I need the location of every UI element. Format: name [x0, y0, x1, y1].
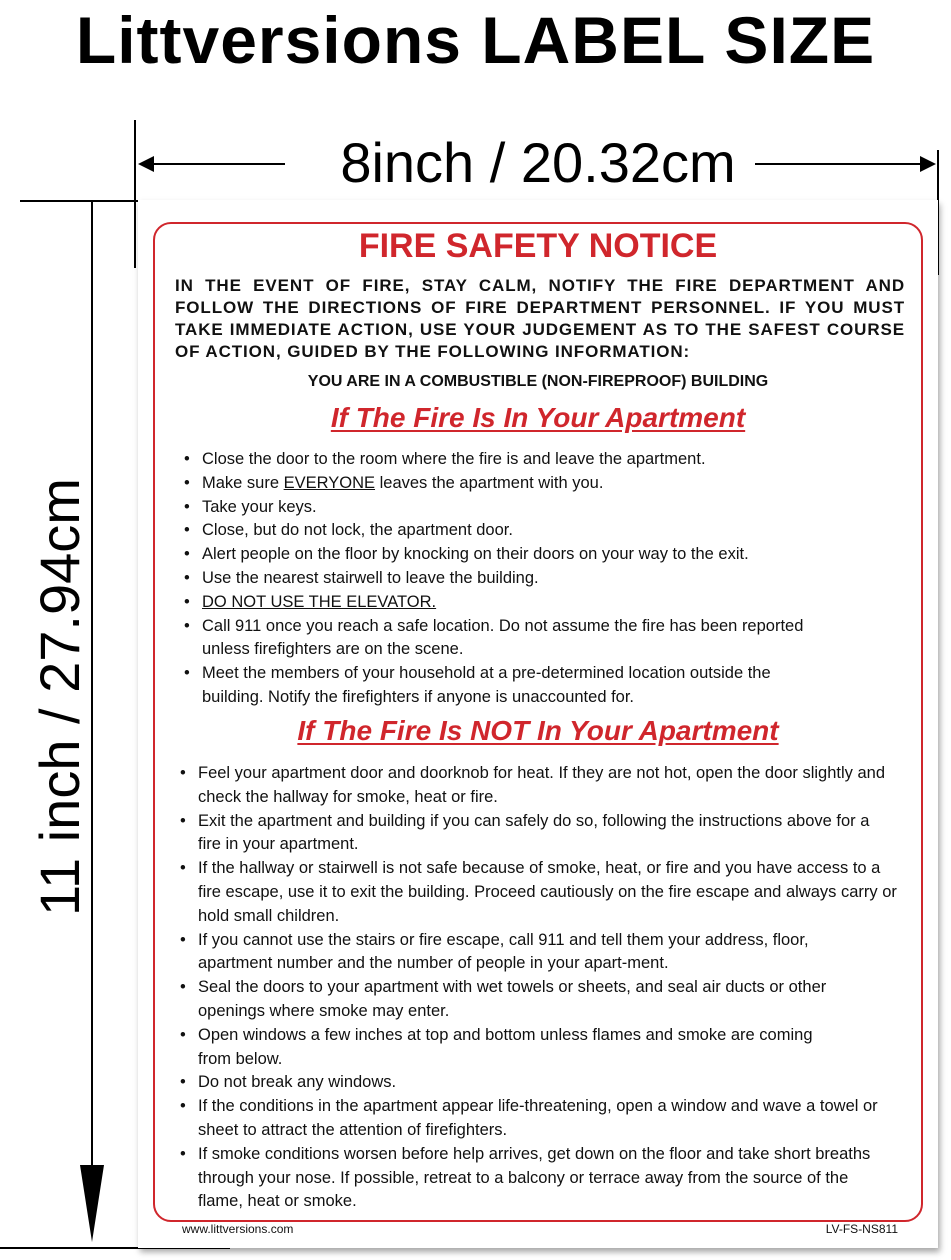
- list-item: • Feel your apartment door and doorknob for heat. If they are not hot, open the door slightly and check the hallway for smoke, heat or fire.: [178, 762, 902, 810]
- width-label: 8inch / 20.32cm: [324, 131, 751, 194]
- list-item: • Exit the apartment and building if you can safely do so, following the instructions above for a fire in your apartment.: [178, 810, 874, 858]
- section-heading-in-apartment: If The Fire Is In Your Apartment: [330, 402, 746, 433]
- building-type-text: YOU ARE IN A COMBUSTIBLE (NON-FIREPROOF) BUILDING: [307, 373, 769, 390]
- fire-safety-sign: [138, 200, 938, 1248]
- footer-website: www.littversions.com: [182, 1222, 294, 1236]
- list-item: [182, 591, 902, 615]
- list-not-in-apartment: [178, 762, 902, 1214]
- height-label: 11 inch / 27.94cm: [28, 478, 91, 916]
- list-item: • Meet the members of your household at a pre-determined location outside the building. Notify the firefighters if anyone is unaccounted for.: [182, 662, 832, 710]
- list-item: • Alert people on the floor by knocking on their doors on your way to the exit.: [182, 543, 902, 567]
- footer-product-code: LV-FS-NS811: [825, 1222, 898, 1236]
- section-heading-not-in-apartment: If The Fire Is NOT In Your Apartment: [297, 715, 779, 746]
- list-item: • Call 911 once you reach a safe location. Do not assume the fire has been reported unless firefighters are on the scene.: [182, 615, 812, 663]
- list-in-apartment: [182, 448, 902, 710]
- page-title: Littversions LABEL SIZE: [75, 3, 876, 77]
- list-item: • Make sure EVERYONE leaves the apartment with you.: [182, 472, 902, 496]
- list-item: • Close, but do not lock, the apartment door.: [182, 519, 902, 543]
- list-item: • If you cannot use the stairs or fire escape, call 911 and tell them your address, floor, apartment number and the number of people in your apart-ment.: [178, 929, 858, 977]
- list-item: • Open windows a few inches at top and bottom unless flames and smoke are coming from below.: [178, 1024, 838, 1072]
- list-item: • Close the door to the room where the fire is and leave the apartment.: [182, 448, 902, 472]
- emphasis-elevator: DO NOT USE THE ELEVATOR.: [202, 592, 437, 611]
- list-item: • If the conditions in the apartment appear life-threatening, open a window and wave a towel or sheet to attract the attention of firefighters.: [178, 1095, 878, 1143]
- list-item: • Seal the doors to your apartment with wet towels or sheets, and seal air ducts or other openings where smoke may enter.: [178, 976, 874, 1024]
- list-item: • Take your keys.: [182, 496, 902, 520]
- emphasis-everyone: EVERYONE: [283, 473, 376, 492]
- list-item: • Use the nearest stairwell to leave the building.: [182, 567, 902, 591]
- notice-title: FIRE SAFETY NOTICE: [358, 227, 718, 265]
- list-item: • If smoke conditions worsen before help arrives, get down on the floor and take short breaths through your nose. If possible, retreat to a balcony or terrace away from the source of the flame, heat or smoke.: [178, 1143, 874, 1214]
- list-item: • If the hallway or stairwell is not safe because of smoke, heat, or fire and you have access to a fire escape, use it to exit the building. Proceed cautiously on the fire escape and always carry or hold small children.: [178, 857, 902, 928]
- list-item: • Do not break any windows.: [178, 1071, 902, 1095]
- width-dimension: [138, 128, 938, 198]
- intro-text: IN THE EVENT OF FIRE, STAY CALM, NOTIFY THE FIRE DEPARTMENT AND FOLLOW THE DIRECTIONS OF FIRE DEPARTMENT PERSONNEL. IF YOU MUST TAKE IMMEDIATE ACTION, USE YOUR JUDGEMENT AS TO THE SAFEST COURSE OF ACTION, GUIDED BY THE FOLLOWING INFORMATION:: [175, 276, 905, 361]
